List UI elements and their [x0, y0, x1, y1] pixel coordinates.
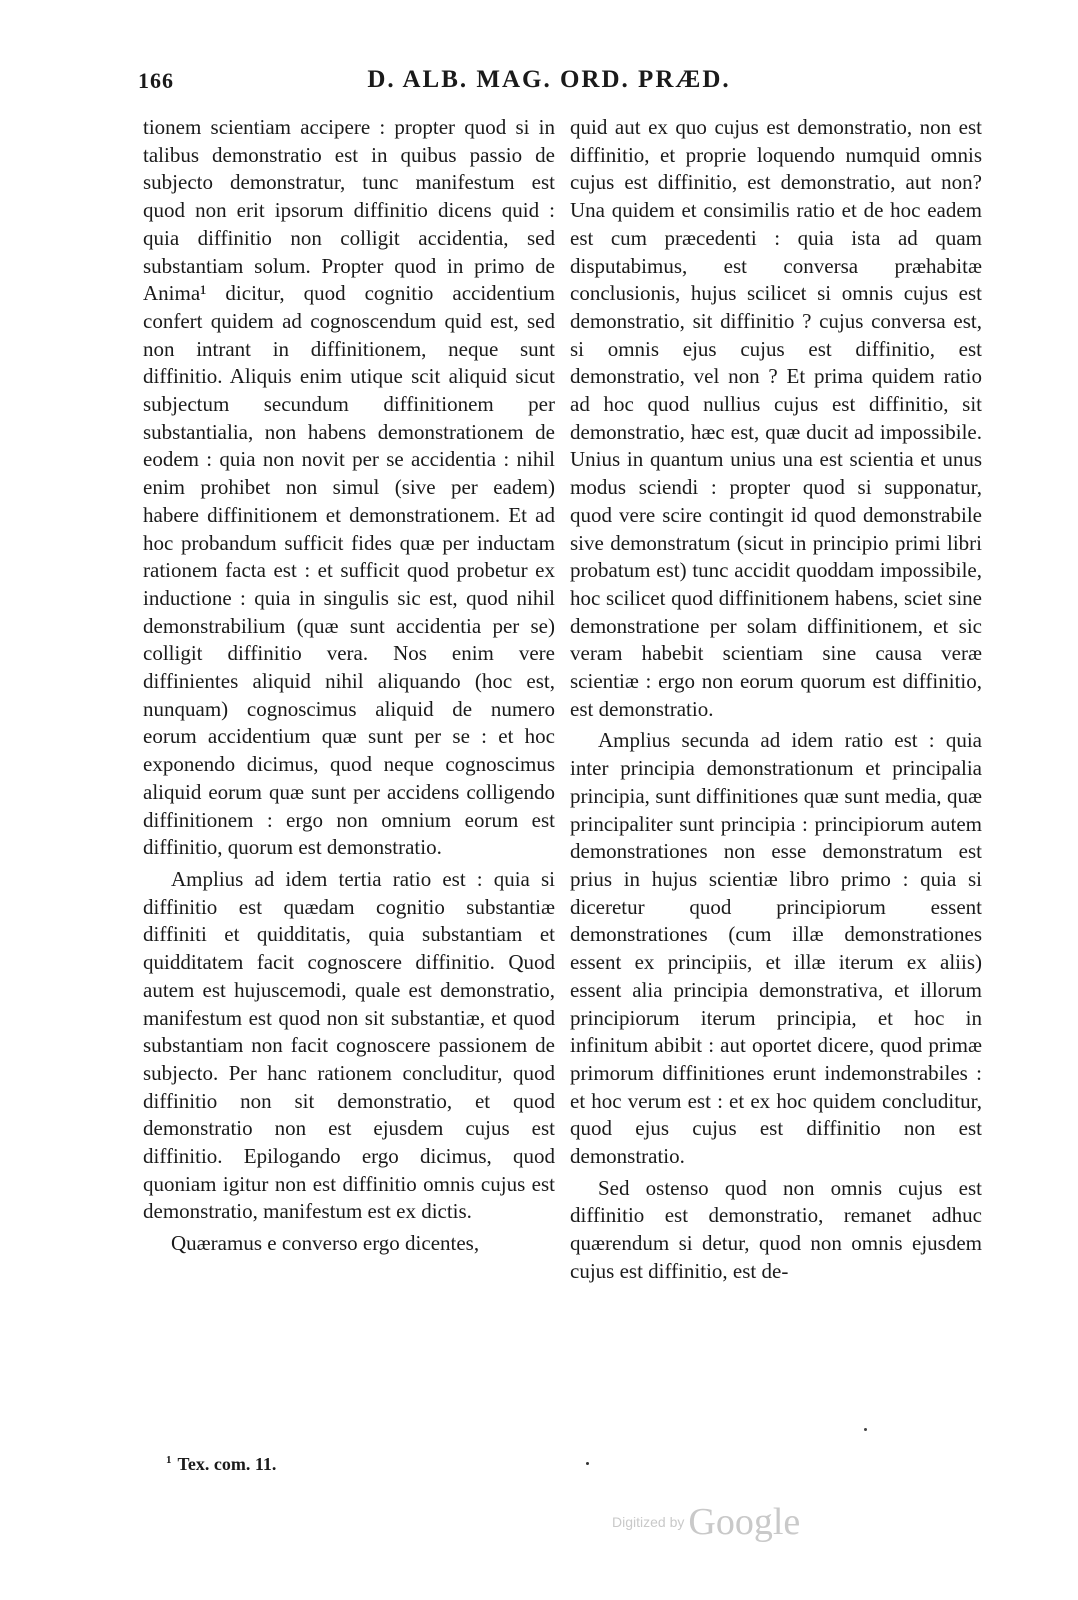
watermark-prefix: Digitized by [612, 1514, 685, 1530]
footnote-text: Tex. com. 11. [177, 1454, 277, 1474]
paragraph: Amplius ad idem tertia ratio est : quia si diffinitio est quædam cognitio substantiæ diffiniti et quidditatis, quia substantiam et quidditatem facit cognoscere diffinitio. Quod autem est hujuscemodi, quale est demonstratio, manifestum est quod non sit substantiæ, et quod substantiam non facit cognoscere passionem de subjecto. Per hanc rationem concluditur, quod diffinitio non sit demonstratio, et quod demonstratio non est ejusdem cujus est diffinitio. Epilogando ergo dicimus, quod quoniam igitur non est diffinitio omnis cujus est demonstratio, manifestum est ex dictis. [143, 866, 555, 1224]
right-column [570, 114, 982, 1286]
paragraph: Amplius secunda ad idem ratio est : quia inter principia demonstrationum et principalia principia, sunt diffinitiones quæ sunt media, quæ principaliter sunt principia : principiorum autem demonstrationes non esse demonstratum est prius in hujus scientiæ libro primo : quia si diceretur quod principiorum essent demonstrationes (cum illæ demonstrationes essent ex principiis, et illæ iterum ex aliis) essent alia principia demonstrativa, et illorum principiorum iterum principia, et hoc in infinitum abibit : aut oportet dicere, quod primæ primorum diffinitiones erunt indemonstrabiles : et hoc verum est : et ex hoc quidem concluditur, quod ejus cujus est diffinitio non est demonstratio. [570, 728, 982, 1169]
paragraph: quid aut ex quo cujus est demonstratio, non est diffinitio, et proprie loquendo numquid omnis cujus est diffinitio, est demonstratio, aut non? Una quidem et consimilis ratio et de hoc eadem est cum præcedenti : quia ista ad quam disputabimus, est conversa præhabitæ conclusionis, hujus scilicet si omnis cujus est demonstratio, sit diffinitio ? cujus conversa est, si omnis ejus cujus est diffinitio, est demonstratio, vel non ? Et prima quidem ratio ad hoc quod nullius cujus est diffinitio, sit demonstratio, hæc est, quæ ducit ad impossibile. Unius in quantum unius una est scientia et unus modus sciendi : propter quod si supponatur, quod vere scire contingit id quod demonstrabile sive demonstratum (sicut in principio primi libri probatum est) tunc accidit quoddam impossibile, hoc scilicet quod diffinitionem habens, sciet sine demonstratione per solam diffinitionem, et sic veram habebit scientiam sine causa veræ scientiæ : ergo non eorum quorum est diffinitio, est demonstratio. [570, 115, 982, 721]
paragraph: tionem scientiam accipere : propter quod si in talibus demonstratio est in quibus passio de subjecto demonstratur, tunc manifestum est quod non erit ipsorum diffinitio dicens quid : quia diffinitio non colligit accidentia, sed substantiam solum. Propter quod in primo de Anima¹ dicitur, quod cognitio accidentium confert quidem ad cognoscendum quid est, sed non intrant in diffinitionem, neque sunt diffinitio. Aliquis enim utique scit aliquid sicut subjectum secundum diffinitionem per substantialia, non habens demonstrationem de eodem : quia non novit per se accidentia : nihil enim prohibet non simul (sive per eadem) habere diffinitionem et demonstrationem. Et ad hoc probandum sufficit fides quæ per inductam rationem facta est : et sufficit quod probetur ex inductione : quia in singulis sic est, quod nihil demonstrabilium (quæ sunt accidentia per se) colligit diffinitio vera. Nos enim vere diffinientes aliquid nihil aliquando (hoc est, nunquam) cognoscimus aliquid de numero eorum accidentium quæ sunt per se : et hoc exponendo dicimus, quod neque cognoscimus aliquid eorum quæ sunt per accidens colligendo diffinitionem : ergo non omnium eorum est diffinitio, quorum est demonstratio. [143, 115, 555, 860]
left-column [143, 114, 555, 1258]
footnote [166, 1454, 276, 1475]
paragraph: Quæramus e converso ergo dicentes, [171, 1231, 480, 1256]
digitization-watermark [612, 1500, 800, 1544]
page-number: 166 [138, 68, 174, 93]
watermark-logo: Google [688, 1501, 801, 1543]
ink-speck [864, 1428, 867, 1431]
ink-speck [586, 1462, 589, 1465]
footnote-mark: 1 [166, 1454, 172, 1466]
paragraph: Sed ostenso quod non omnis cujus est diffinitio est demonstratio, remanet adhuc quærendum si detur, quod non omnis ejusdem cujus est diffinitio, est de- [570, 1175, 982, 1283]
page-header [138, 62, 1000, 102]
running-head: D. ALB. MAG. ORD. PRÆD. [367, 66, 731, 93]
